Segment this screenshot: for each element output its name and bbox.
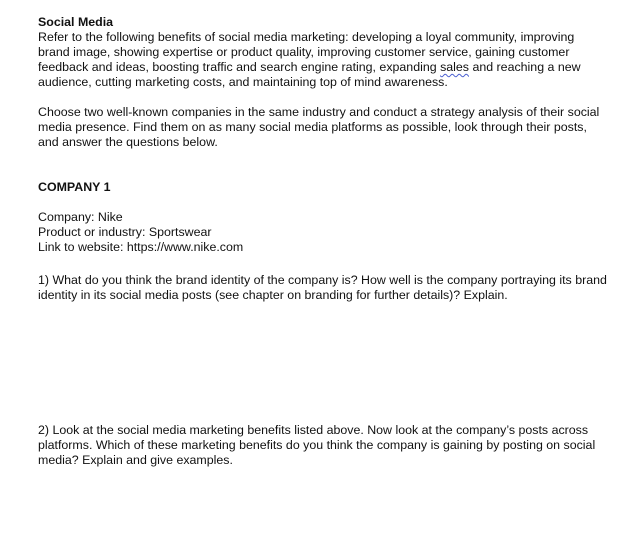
answer-space-question-1[interactable] [38,303,608,423]
spellcheck-flagged-word[interactable]: sales [440,60,469,74]
intro-paragraph [38,30,608,90]
industry-line: Product or industry: Sportswear [38,225,212,239]
intro-text-start: Refer to the following benefits of social media marketing: developing a loyal community, improving brand image, showing expertise or product quality, improving customer service, gaining customer feedback and ideas, boosting traffic and search engine rating, expanding [38,30,575,74]
blank-line [38,150,608,180]
question-2: 2) Look at the social media marketing benefits listed above. Now look at the company’s posts across platforms. Which of these marketing benefits do you think the company is gaining by posting on social media? Explain and give examples. [38,423,596,467]
intro-text-end: and reaching a new audience, cutting marketing costs, and maintaining top of mind awareness. [38,60,581,89]
blank-line [38,195,608,210]
instructions-paragraph: Choose two well-known companies in the same industry and conduct a strategy analysis of their social media presence. Find them on as many social media platforms as possible, look through their posts, and answer the questions below. [38,105,600,149]
section-title: Social Media [38,15,114,29]
website-line: Link to website: https://www.nike.com [38,240,244,254]
blank-line [38,90,608,105]
document-page [38,15,608,468]
company-name-line: Company: Nike [38,210,123,224]
question-1: 1) What do you think the brand identity of the company is? How well is the company portraying its brand identity in its social media posts (see chapter on branding for further details)? Explain. [38,273,607,302]
company-1-heading: COMPANY 1 [38,180,111,194]
blank-line [38,255,608,273]
